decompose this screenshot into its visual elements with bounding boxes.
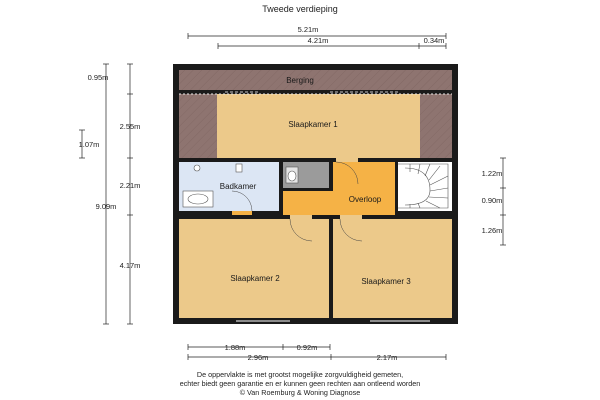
room-label-slaapkamer3: Slaapkamer 3	[361, 277, 411, 286]
dim-bottom-217: 2.17m	[376, 353, 398, 362]
dim-left-total: 9.09m	[95, 202, 117, 211]
slaapkamer3-area	[333, 219, 452, 318]
dim-bottom-188: 1.88m	[224, 343, 246, 352]
dim-bottom-092: 0.92m	[296, 343, 318, 352]
dim-top-total: 5.21m	[297, 25, 319, 34]
disclaimer-line-2: echter biedt geen garantie en er kunnen geen rechten aan ontleend worden	[179, 379, 421, 388]
left-dimensions	[79, 64, 133, 324]
room-label-overloop: Overloop	[348, 195, 382, 204]
room-label-slaapkamer1: Slaapkamer 1	[288, 120, 338, 129]
dim-top-small: 0.34m	[423, 36, 445, 45]
room-label-slaapkamer2: Slaapkamer 2	[230, 274, 280, 283]
disclaimer-line-1: De oppervlakte is met grootst mogelijke zorgvuldigheid gemeten,	[196, 370, 404, 379]
dim-left-107: 1.07m	[78, 140, 100, 149]
stairs	[395, 162, 452, 211]
dim-left-417: 4.17m	[119, 261, 141, 270]
page-title: Tweede verdieping	[262, 4, 338, 14]
dim-left-095: 0.95m	[87, 73, 109, 82]
dim-right-122: 1.22m	[481, 169, 503, 178]
dim-top-main: 4.21m	[307, 36, 329, 45]
dim-left-255: 2.55m	[119, 122, 141, 131]
dim-left-221: 2.21m	[119, 181, 141, 190]
room-label-berging: Berging	[286, 76, 314, 85]
dim-right-126: 1.26m	[481, 226, 503, 235]
disclaimer-line-3: © Van Roemburg & Woning Diagnose	[239, 388, 361, 397]
dim-bottom-296: 2.96m	[247, 353, 269, 362]
dim-right-090: 0.90m	[481, 196, 503, 205]
room-label-badkamer: Badkamer	[219, 182, 257, 191]
slaapkamer2-area	[179, 219, 329, 318]
